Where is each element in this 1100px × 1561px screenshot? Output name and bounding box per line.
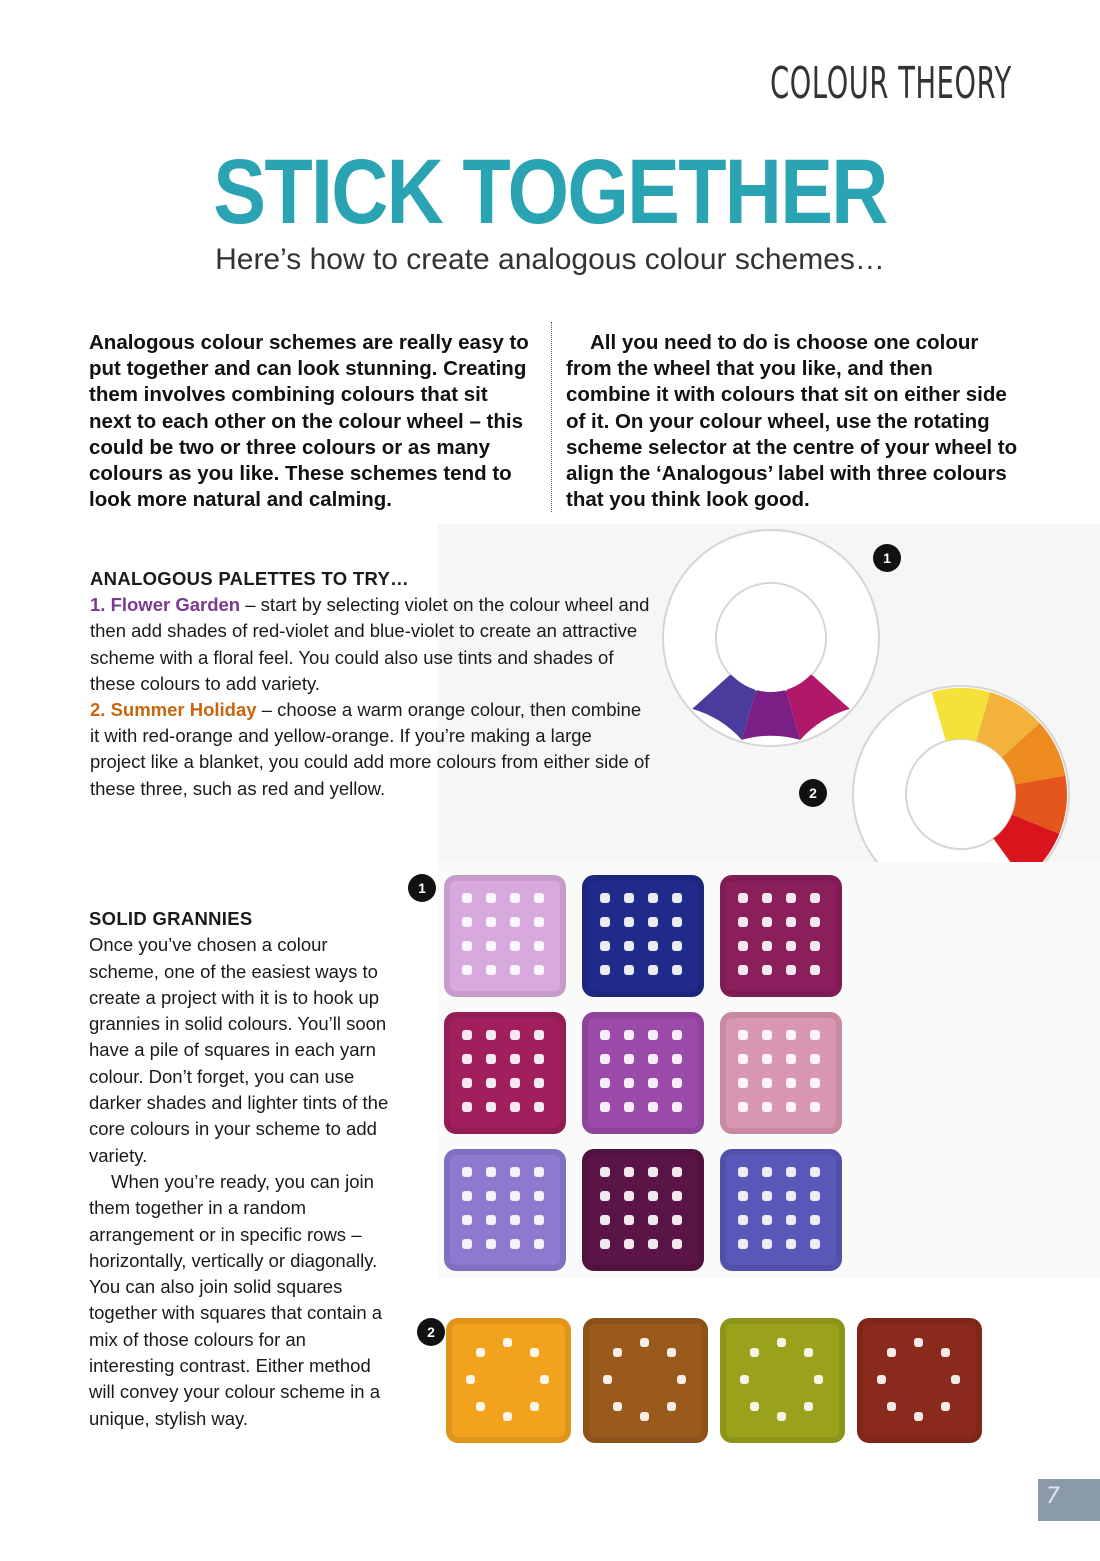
- square-hole: [534, 1191, 544, 1201]
- square-hole: [914, 1412, 923, 1421]
- square-hole: [738, 1030, 748, 1040]
- square-hole: [810, 1102, 820, 1112]
- square-hole: [738, 1191, 748, 1201]
- square-hole: [738, 1215, 748, 1225]
- square-hole: [462, 1054, 472, 1064]
- square-hole: [486, 1191, 496, 1201]
- square-hole: [462, 965, 472, 975]
- square-hole: [486, 1215, 496, 1225]
- square-hole: [738, 893, 748, 903]
- square-hole: [510, 1167, 520, 1177]
- square-hole: [648, 965, 658, 975]
- square-hole: [672, 965, 682, 975]
- square-hole: [624, 965, 634, 975]
- square-hole: [624, 1078, 634, 1088]
- square-hole: [648, 941, 658, 951]
- square-hole: [786, 1167, 796, 1177]
- square-hole: [462, 917, 472, 927]
- square-hole: [510, 1215, 520, 1225]
- square-hole: [672, 1054, 682, 1064]
- square-hole: [951, 1375, 960, 1384]
- square-hole: [786, 893, 796, 903]
- square-hole: [600, 1030, 610, 1040]
- square-hole: [786, 1191, 796, 1201]
- palette-text: – start by selecting violet on the colour wheel and then add shades of red-violet and blue-violet to create an attractive scheme with a floral feel. You could also use tints and shades of these colours to add variety.: [90, 594, 650, 694]
- granny-square: [446, 1318, 571, 1443]
- square-hole: [510, 1239, 520, 1249]
- square-hole: [648, 1191, 658, 1201]
- page-subtitle: Here’s how to create analogous colour schemes…: [215, 243, 885, 276]
- square-hole: [624, 1191, 634, 1201]
- square-hole: [810, 1030, 820, 1040]
- square-hole: [486, 965, 496, 975]
- square-hole: [462, 1191, 472, 1201]
- square-hole: [510, 1054, 520, 1064]
- square-hole: [777, 1412, 786, 1421]
- square-hole: [672, 1078, 682, 1088]
- palette-text: – choose a warm orange colour, then combine it with red-orange and yellow-orange. If you’re making a large project like a blanket, you could add more colours from either side of these three, such as red and yellow.: [90, 699, 650, 799]
- square-hole: [804, 1402, 813, 1411]
- palette-name: 1. Flower Garden: [90, 594, 241, 616]
- solid-grannies-section: [89, 906, 394, 1432]
- square-hole: [648, 893, 658, 903]
- square-hole: [486, 1078, 496, 1088]
- square-hole: [462, 893, 472, 903]
- square-hole: [672, 893, 682, 903]
- square-hole: [486, 1102, 496, 1112]
- granny-square: [582, 1149, 704, 1271]
- palette-item-summer-holiday: [90, 697, 650, 802]
- square-hole: [600, 965, 610, 975]
- square-hole: [510, 1078, 520, 1088]
- solid-grannies-paragraph-1: Once you’ve chosen a colour scheme, one of the easiest ways to create a project with it is to hook up grannies in solid colours. You’ll soon have a pile of squares in each yarn colour. Don’t forget, you can use darker shades and lighter tints of the core colours in your scheme to add variety.: [89, 934, 389, 1166]
- granny-square: [720, 1318, 845, 1443]
- square-hole: [624, 941, 634, 951]
- square-hole: [534, 941, 544, 951]
- square-hole: [786, 1078, 796, 1088]
- square-hole: [640, 1412, 649, 1421]
- square-hole: [672, 1239, 682, 1249]
- square-hole: [534, 1078, 544, 1088]
- square-hole: [738, 1167, 748, 1177]
- square-hole: [486, 917, 496, 927]
- square-hole: [738, 917, 748, 927]
- square-hole: [941, 1402, 950, 1411]
- granny-square: [857, 1318, 982, 1443]
- square-hole: [530, 1402, 539, 1411]
- granny-square: [720, 1012, 842, 1134]
- square-hole: [672, 1191, 682, 1201]
- intro-right-paragraph: All you need to do is choose one colour from the wheel that you like, and then combine it with colours that sit on either side of it. On your colour wheel, use the rotating scheme selector at the centre of your wheel to align the ‘Analogous’ label with three colours that you think look good.: [566, 331, 1018, 512]
- square-hole: [534, 917, 544, 927]
- square-hole: [624, 1239, 634, 1249]
- granny-square: [444, 1149, 566, 1271]
- square-hole: [600, 893, 610, 903]
- square-hole: [810, 1167, 820, 1177]
- page-number: 7: [1046, 1484, 1060, 1509]
- square-hole: [648, 1078, 658, 1088]
- square-hole: [613, 1348, 622, 1357]
- palettes-heading: ANALOGOUS PALETTES TO TRY…: [90, 568, 409, 589]
- square-hole: [624, 1167, 634, 1177]
- square-hole: [914, 1338, 923, 1347]
- square-hole: [810, 1239, 820, 1249]
- square-hole: [738, 1239, 748, 1249]
- square-hole: [810, 893, 820, 903]
- square-hole: [624, 1054, 634, 1064]
- page-title: STICK TOGETHER: [213, 141, 887, 243]
- square-hole: [600, 1078, 610, 1088]
- square-hole: [503, 1338, 512, 1347]
- square-hole: [810, 1215, 820, 1225]
- granny-square: [720, 1149, 842, 1271]
- square-hole: [510, 917, 520, 927]
- square-hole: [667, 1402, 676, 1411]
- square-hole: [810, 941, 820, 951]
- square-hole: [677, 1375, 686, 1384]
- square-hole: [786, 941, 796, 951]
- granny-square: [582, 1012, 704, 1134]
- square-hole: [624, 1030, 634, 1040]
- square-hole: [510, 1030, 520, 1040]
- square-hole: [786, 917, 796, 927]
- square-hole: [672, 941, 682, 951]
- square-hole: [534, 1054, 544, 1064]
- square-hole: [534, 1215, 544, 1225]
- square-hole: [600, 1215, 610, 1225]
- square-hole: [738, 1102, 748, 1112]
- square-hole: [648, 1030, 658, 1040]
- granny-square: [444, 875, 566, 997]
- square-hole: [672, 1030, 682, 1040]
- square-hole: [814, 1375, 823, 1384]
- square-hole: [810, 1078, 820, 1088]
- badge-2: 2: [799, 779, 827, 807]
- square-hole: [462, 1102, 472, 1112]
- granny-squares-set-2: [446, 1318, 986, 1448]
- square-hole: [810, 917, 820, 927]
- square-hole: [534, 893, 544, 903]
- square-hole: [600, 1102, 610, 1112]
- square-hole: [762, 1191, 772, 1201]
- square-hole: [476, 1402, 485, 1411]
- square-hole: [510, 965, 520, 975]
- square-hole: [648, 1239, 658, 1249]
- squares-badge-1: 1: [408, 874, 436, 902]
- square-hole: [648, 1215, 658, 1225]
- square-hole: [648, 917, 658, 927]
- square-hole: [534, 1167, 544, 1177]
- column-divider: [551, 322, 552, 512]
- square-hole: [672, 917, 682, 927]
- square-hole: [600, 1191, 610, 1201]
- granny-square: [720, 875, 842, 997]
- square-hole: [738, 1078, 748, 1088]
- square-hole: [600, 1054, 610, 1064]
- square-hole: [624, 1102, 634, 1112]
- square-hole: [530, 1348, 539, 1357]
- square-hole: [534, 1102, 544, 1112]
- colour-wheel-1: [663, 530, 879, 746]
- square-hole: [534, 965, 544, 975]
- square-hole: [740, 1375, 749, 1384]
- square-hole: [648, 1054, 658, 1064]
- square-hole: [786, 1030, 796, 1040]
- square-hole: [600, 1167, 610, 1177]
- square-hole: [640, 1338, 649, 1347]
- square-hole: [762, 941, 772, 951]
- square-hole: [603, 1375, 612, 1384]
- granny-square: [583, 1318, 708, 1443]
- square-hole: [624, 1215, 634, 1225]
- section-label: COLOUR THEORY: [770, 58, 1012, 109]
- square-hole: [648, 1102, 658, 1112]
- square-hole: [762, 1054, 772, 1064]
- square-hole: [476, 1348, 485, 1357]
- square-hole: [762, 1102, 772, 1112]
- solid-grannies-paragraph-2: When you’re ready, you can join them together in a random arrangement or in specific rows – horizontally, vertically or diagonally. You can also join solid squares together with squares that contain a mix of those colours for an interesting contrast. Either method will convey your colour scheme in a unique, stylish way.: [89, 1170, 383, 1429]
- square-hole: [510, 893, 520, 903]
- square-hole: [941, 1348, 950, 1357]
- square-hole: [804, 1348, 813, 1357]
- square-hole: [534, 1239, 544, 1249]
- square-hole: [510, 1191, 520, 1201]
- square-hole: [762, 1167, 772, 1177]
- square-hole: [462, 1167, 472, 1177]
- square-hole: [672, 1167, 682, 1177]
- square-hole: [786, 1102, 796, 1112]
- square-hole: [786, 965, 796, 975]
- square-hole: [786, 1215, 796, 1225]
- square-hole: [786, 1239, 796, 1249]
- square-hole: [462, 1239, 472, 1249]
- square-hole: [672, 1102, 682, 1112]
- palette-item-flower-garden: [90, 592, 650, 697]
- palette-name: 2. Summer Holiday: [90, 699, 257, 721]
- square-hole: [877, 1375, 886, 1384]
- square-hole: [672, 1215, 682, 1225]
- square-hole: [600, 941, 610, 951]
- square-hole: [762, 917, 772, 927]
- square-hole: [738, 965, 748, 975]
- square-hole: [503, 1412, 512, 1421]
- square-hole: [462, 1215, 472, 1225]
- solid-grannies-heading: SOLID GRANNIES: [89, 908, 253, 929]
- square-hole: [486, 941, 496, 951]
- palettes-section: [90, 566, 650, 802]
- square-hole: [762, 1215, 772, 1225]
- square-hole: [466, 1375, 475, 1384]
- square-hole: [462, 1078, 472, 1088]
- square-hole: [486, 1239, 496, 1249]
- square-hole: [810, 1191, 820, 1201]
- square-hole: [486, 1054, 496, 1064]
- square-hole: [510, 1102, 520, 1112]
- square-hole: [887, 1348, 896, 1357]
- square-hole: [534, 1030, 544, 1040]
- square-hole: [648, 1167, 658, 1177]
- square-hole: [762, 893, 772, 903]
- granny-squares-set-1: [444, 875, 854, 1275]
- square-hole: [810, 1054, 820, 1064]
- square-hole: [510, 941, 520, 951]
- square-hole: [887, 1402, 896, 1411]
- square-hole: [486, 893, 496, 903]
- badge-1: 1: [873, 544, 901, 572]
- square-hole: [738, 1054, 748, 1064]
- square-hole: [667, 1348, 676, 1357]
- square-hole: [777, 1338, 786, 1347]
- square-hole: [762, 1030, 772, 1040]
- square-hole: [738, 941, 748, 951]
- intro-left-paragraph: Analogous colour schemes are really easy to put together and can look stunning. Creating them involves combining colours that sit next to each other on the colour wheel – this could be two or three colours or as many colours as you like. These schemes tend to look more natural and calming.: [89, 331, 529, 512]
- square-hole: [762, 965, 772, 975]
- square-hole: [462, 1030, 472, 1040]
- square-hole: [613, 1402, 622, 1411]
- square-hole: [750, 1402, 759, 1411]
- square-hole: [624, 893, 634, 903]
- granny-square: [444, 1012, 566, 1134]
- square-hole: [624, 917, 634, 927]
- granny-square: [582, 875, 704, 997]
- square-hole: [810, 965, 820, 975]
- square-hole: [786, 1054, 796, 1064]
- square-hole: [600, 1239, 610, 1249]
- square-hole: [540, 1375, 549, 1384]
- square-hole: [600, 917, 610, 927]
- square-hole: [486, 1030, 496, 1040]
- square-hole: [762, 1078, 772, 1088]
- square-hole: [750, 1348, 759, 1357]
- square-hole: [462, 941, 472, 951]
- squares-badge-2: 2: [417, 1318, 445, 1346]
- square-hole: [762, 1239, 772, 1249]
- square-hole: [486, 1167, 496, 1177]
